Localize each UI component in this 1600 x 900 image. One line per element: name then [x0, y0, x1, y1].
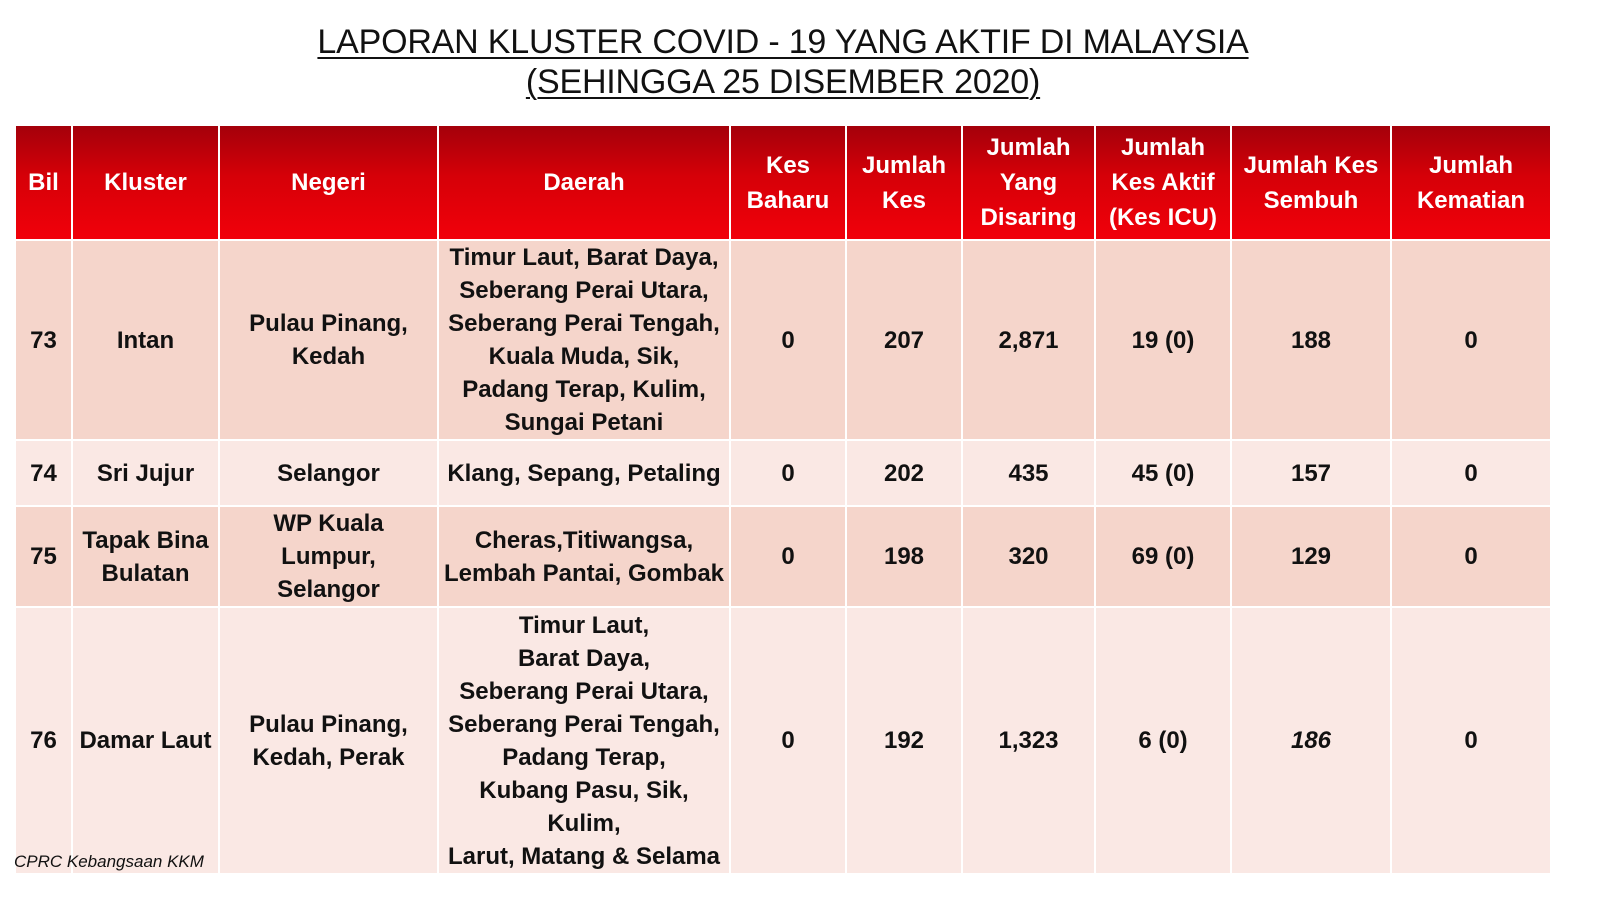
cell-kematian: 0 — [1391, 506, 1551, 607]
table-row — [15, 506, 1551, 607]
cell-bil: 76 — [15, 607, 72, 874]
cell-kes-aktif: 19 (0) — [1095, 240, 1231, 440]
cell-jumlah-kes: 207 — [846, 240, 962, 440]
header-daerah: Daerah — [438, 125, 730, 240]
cell-disaring: 435 — [962, 440, 1095, 506]
table-row — [15, 440, 1551, 506]
cell-kluster: Sri Jujur — [72, 440, 219, 506]
cell-jumlah-kes: 192 — [846, 607, 962, 874]
table-row — [15, 607, 1551, 874]
cell-kes-baharu: 0 — [730, 607, 846, 874]
cell-disaring: 2,871 — [962, 240, 1095, 440]
cell-sembuh: 188 — [1231, 240, 1391, 440]
header-bil: Bil — [15, 125, 72, 240]
cell-bil: 75 — [15, 506, 72, 607]
cell-disaring: 1,323 — [962, 607, 1095, 874]
cell-kematian: 0 — [1391, 607, 1551, 874]
report-title-line-1: LAPORAN KLUSTER COVID - 19 YANG AKTIF DI MALAYSIA — [317, 23, 1249, 61]
source-note: CPRC Kebangsaan KKM — [14, 852, 204, 871]
cell-negeri: Pulau Pinang, Kedah — [219, 240, 438, 440]
report-title-line-2: (SEHINGGA 25 DISEMBER 2020) — [525, 63, 1041, 101]
cell-kematian: 0 — [1391, 440, 1551, 506]
cell-daerah: Timur Laut, Barat Daya, Seberang Perai Utara, Seberang Perai Tengah, Kuala Muda, Sik, Padang Terap, Kulim, Sungai Petani — [438, 240, 730, 440]
cell-negeri: Pulau Pinang, Kedah, Perak — [219, 607, 438, 874]
cell-daerah: Cheras,Titiwangsa, Lembah Pantai, Gombak — [438, 506, 730, 607]
cell-bil: 73 — [15, 240, 72, 440]
cell-jumlah-kes: 198 — [846, 506, 962, 607]
cell-kematian: 0 — [1391, 240, 1551, 440]
cell-sembuh: 186 — [1231, 607, 1391, 874]
header-kes-baharu: Kes Baharu — [730, 125, 846, 240]
cell-daerah: Klang, Sepang, Petaling — [438, 440, 730, 506]
cell-sembuh: 157 — [1231, 440, 1391, 506]
report-title — [0, 22, 1566, 102]
cell-jumlah-kes: 202 — [846, 440, 962, 506]
header-negeri: Negeri — [219, 125, 438, 240]
cluster-table — [14, 124, 1552, 875]
cell-kluster: Tapak Bina Bulatan — [72, 506, 219, 607]
cell-kes-aktif: 45 (0) — [1095, 440, 1231, 506]
header-kluster: Kluster — [72, 125, 219, 240]
header-jumlah-kes: Jumlah Kes — [846, 125, 962, 240]
cell-kluster: Intan — [72, 240, 219, 440]
cell-negeri: WP Kuala Lumpur, Selangor — [219, 506, 438, 607]
cluster-table-container — [14, 124, 1552, 875]
cell-kes-baharu: 0 — [730, 506, 846, 607]
cell-daerah: Timur Laut, Barat Daya, Seberang Perai Utara, Seberang Perai Tengah, Padang Terap, Kubang Pasu, Sik, Kulim, Larut, Matang & Selama — [438, 607, 730, 874]
cell-kes-baharu: 0 — [730, 440, 846, 506]
cell-kes-aktif: 6 (0) — [1095, 607, 1231, 874]
table-row — [15, 240, 1551, 440]
cell-sembuh: 129 — [1231, 506, 1391, 607]
cell-kluster: Damar Laut — [72, 607, 219, 874]
header-jumlah-disaring: Jumlah Yang Disaring — [962, 125, 1095, 240]
header-kes-aktif: Jumlah Kes Aktif (Kes ICU) — [1095, 125, 1231, 240]
cell-negeri: Selangor — [219, 440, 438, 506]
table-header-row — [15, 125, 1551, 240]
header-kematian: Jumlah Kematian — [1391, 125, 1551, 240]
cell-kes-aktif: 69 (0) — [1095, 506, 1231, 607]
cell-bil: 74 — [15, 440, 72, 506]
cell-kes-baharu: 0 — [730, 240, 846, 440]
header-kes-sembuh: Jumlah Kes Sembuh — [1231, 125, 1391, 240]
cell-disaring: 320 — [962, 506, 1095, 607]
